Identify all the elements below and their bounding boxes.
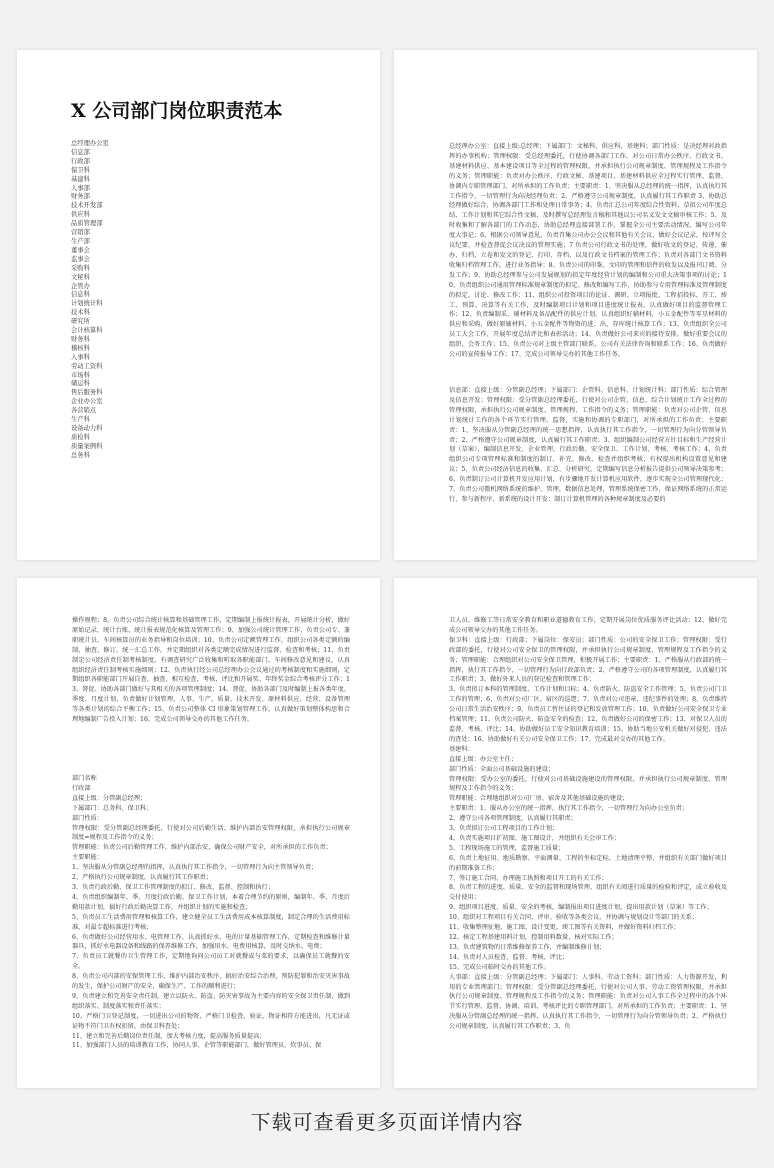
department-list-item: 劳动工资科 <box>71 362 103 370</box>
department-list <box>71 140 109 461</box>
department-list-item: 信息部 <box>71 148 90 156</box>
department-list-item: 各营销点 <box>71 407 97 415</box>
department-list-item: 技术科 <box>71 309 90 317</box>
office-duties-text: 总经理办公室：直接上级:总经理；下属部门：文秘科、供应科、基建科；部门性质：是决经理对政指挥的办事机构；管理权限：受总经理委托，行使协调各部门工作，对公司日常办公秩序、行政文书、基建材料供应、基本建设项目等全过程的管理权限，并承担执行公司规章制度、管理规程及工作指令的义务；管理职能：负责对办公秩序、行政文秘、基建项目、基建材料供应全过程实行管理、监督、协调内专职管理部门、对所承担的工作负责；主要职责：1、坚决服从总经理的统一指挥，认真执行其工作指令，一切管理行为向决经理负责；2、严格遵守公司规章制度，认真履行其工作职责 3、协助总经理做好综合、协调各部门工作和处理日常事务；4、负责汇总公司年度综合性资料，草拟公司年度总结、工作计划和其它综合性文稿，及时撰写总经理发言稿和其他以公司名义发文文稿审核工作；5、及时收集和了解各部门的工作动态，协助总经理直接部署工作，掌握全公司主要活动情况，编写公司年度大事记；6、根据公司领导意见，负责召集公司办公会议和其他有关会议，做好会议记录，按评写会议纪要，并检查督促会议决议的管理实施；7 负责公司行政文书的处理，做好收文的登记、传递、催办、归档，立卷和发文的登记、打印、存档，以及行政文书档案的管理工作；负责对各部门文书资料收集归档管理工作，进行业务指导；8、负责公司的印鉴、文印的管理和信件的收发以及报刊订阅、分发工作；9、协助总经理参与公司发展规划的拟定年度经营计划的编制和公司重大决策事项的讨论；10、负责组织公司通用管理标准规章制度的拟定、修改和编写工作，协助参与专用管理标准及管理制度的拟定、讨论、修改工作；11、组织公司投资项目的论证、调研、立项报批，工程招投标、开工、竣工、预算、决算等有关工作，及时编制项目计划和项目进度统计报表，认真做好项目的监督管理工作；12、负责编制采、辅材料及备品配件的供应计划，认真组织好辅材料，小五金配件等零星材料的供应和采购，做好原辅材料，小五金配件等物资的进、出、存库统计核算工作；13、负责组织全公司员工大会工作，开展年度总结评比和表彰活动；14、负责做好公司来宾的接待安排，做好重要会议的组织、会务工作；15、负责公司对上级主管部门联系，公司有关法律咨询和联系工作；16、负责做好公司的宣传报导工作；17、完成公司领导交办的其他工作任务。 <box>449 143 727 359</box>
department-list-item: 人事部 <box>71 184 90 192</box>
department-list-item: 研究所 <box>71 318 90 326</box>
document-page-3 <box>17 578 380 1088</box>
department-list-item: 市场科 <box>71 371 90 379</box>
department-list-item: 生产科 <box>71 416 90 424</box>
department-list-item: 质检科 <box>71 433 90 441</box>
department-list-item: 生产部 <box>71 237 90 245</box>
department-list-item: 行政部 <box>71 157 90 165</box>
department-list-item: 储运科 <box>71 380 90 388</box>
download-more-prompt[interactable]: 下载可查看更多页面详情内容 <box>250 1110 524 1134</box>
department-list-item: 财务部 <box>71 193 90 201</box>
department-list-item: 稽核科 <box>71 344 90 352</box>
department-list-item: 企管办 <box>71 282 90 290</box>
department-list-item: 售后服务科 <box>71 389 103 397</box>
department-list-item: 保卫科 <box>71 166 90 174</box>
department-list-item: 总经理办公室 <box>71 140 109 147</box>
department-list-item: 技术开发部 <box>71 202 103 210</box>
department-list-item: 人事科 <box>71 353 90 361</box>
department-list-item: 企业办公室 <box>71 398 103 406</box>
document-page-4 <box>394 578 757 1088</box>
document-page-2 <box>394 50 757 560</box>
department-list-item: 设备动力科 <box>71 425 103 432</box>
security-infra-hr-duties-text: 卫人员、维修工等日常安全教育和职业道德教育工作，定期开展岗位优质服务评比活动；12、做好完成公司领导交办的其他工作任务。 保卫科：直接上级：行政部；下属岗位：保安员；部门性质：公司的安全保卫工作；管理权限：受行政部的委托，行使对公司安全保卫的管理权限，并承担执行公司规章制度、管理规程及工作指令的义务；管理职能：合理组织对公司安全保卫管理，积极开展工作；主要职责：1、严格服从行政部的统一指挥，执行其工作指令，一切管理行为向行政部负责；2、严格遵守公司的各项管理制度，认真履行其工作职责；3、做好外来人员的登记检查和管理工作； 3、负责拟订本科的管理制度、工作计划和目标；4、负责防火、防盗安全工作管理；5、负责公司门卫工作的管理；6、负责对公司厂区、宿区的巡逻；7、负责对公司违章、违纪事件的处理；8、负责维持公司日常生活治安秩序；9、负责员工暂住证的登记和发放管理工作；10、负责做好公司安全保卫专业档案管理；11、负责公司防火、防盗安全的检查；12、负责做好公司的保密工作；13、对保卫人员的监督、考核、评比；14、协助做好员工安全知识教育培训；15、协助当地公安机关做好对侵犯、违法的查处；16、协助做好有关公司安全保卫工作；17、完成最对交办的其他工作。 基建科： 直接上级：办公室主任； 部门性质：全面公司基础设施的建设； 管理权限：受办公室的委托，行使对公司基础设施建设的管理权限，并承担执行公司规章制度、管理规程及工作指令的义务； 管理职能：合理地组织对公司厂房、宿舍及其他基础设施的建设； 主要职责：1、服从办公室的统一指挥，执行其工作指令，一切管理行为向办公室负责； 2、遵守公司各项管理制度，认真履行其职责； 3、负责拟订公司工程项目的工作计划； 4、负责实施项目扩初图、施工图设计，并组织有关会审工作； 5、工程现场施工的管理，监督施工质量； 6、负责土地征用、地质勘察、平面测量、工程的坐标定标、土地清理平整，并组织有关部门做好项目的前期准备工作； 7、签订施工合同，办理施工执照和项目开工的有关工作； 8、负责工程的进度、质量、安全的监督和现场管理，组织有关阅进行质量的检验和评定，成立验收及交付使用； 9、组织项目进度、质量、安全的考核，编制报出项目进度计划，提出用款计划（草案）等工作； 10、组织对工程项目有关合同、评审、验收等各类会议，并协调与规划设计等部门的关系； 11、收集整理征地、施工图、设计变更、竣工图等有关资料，并做好资料归档工作； 12、核定工程基建用料计划，控制用料数量，核对实际工作； 13、负责建筑物的日常维修保养工作，并编制维修计划； 14、负责对人员检查、监督、考核、评比； 15、完成公司临时交办的其他工作。 人事部：直接上级：分管副总经理；下属部门：人事科、劳动工资科；部门性质：人力资源开发，利用的专业管理部门；管理权限：受分管副总经理委托，行使对公司人事、劳动工资管理权限，并承担执行公司规章制度、管理规程及工作指令的义务；管理职能：负责对公司人事工作全过程中的各个环节实行管理、监督、协调、培训、考核评比的专职管理部门，对所承担的工作负责；主要职责：1、坚决服从分管副总经理的统一指挥，认真执行其工作指令，一切管理行为向分管领导负责；2、严格执行公司规章制度，认真履行其工作职责；3、负 <box>449 617 727 1031</box>
department-list-item: 质量案例科 <box>71 442 103 450</box>
info-dept-continued-text: 操作规程；8、负责公司综合统计核算和基础管理工作，定期编制上报统计报表，开展统计分析，做好原始记录，统计台账、统计报表规范化核算及管理工作；9、加强公司统计管理工作，负责公司专、兼职统计员、车间核算员的业务指导和岗位培训；10、负责公司定额管理工作，组织公司各类定额的编制、抽查、修订、统一汇总工作，并定期组织对各类定额完成情况进行监督、检查和考核；11、负责制定公司经济责任制考核制度，有调查研究广泛收集和听取各职能部门、车间修改意见和建议，认真组织经济责任制考核实施细则；12、负责执行经公司总经理办公会议通过的考核制度和实施细则，定期组织各职能部门开展自查、抽查、相互检查、考核，评比和开展奖、年终奖金综合考核评分工作；13、督促、协助各部门做好与其相关的各项管理制度；14、督促、协助各部门及时编制上报各类年度、季度、月度计划，负责做好计划管理、人事、生产、质量、技术开发、原材料供应、经营、设备管理等各类计划的综合平衡工作；15、负责公司整体 CI 形象策划管理工作，认真做好策划整体构思和合理地编制广告投入计划；16、完成公司领导交办的其他工作任务。 <box>72 617 350 724</box>
document-page-1 <box>17 50 380 560</box>
department-list-item: 总务科 <box>71 451 90 459</box>
admin-dept-duties-text: 部门名称 行政部 直接上级：分管副总经理； 下属部门：总务科、保卫科； 部门性质： 管理权限：受分管副总经理委托，行使对公司后勤生活、维护内部治安管理权限，承担执行公司规章制度=规程及工作指令的义务； 管理职能：负责公司后勤管理工作、维护内部治安，确保公司财产安全，对所承担的工作负责； 主要职能： 1、坚决服从分管副总经理的指挥，认真执行其工作指令，一切管理行为向主管领导负责； 2、严格执行公司规章制度，认真履行其工作职责； 3、负责行政后勤、保卫工作管理制度的拟订、修改、监督、控制和执行； 4、负责组织编制年、季、月度行政后勤、保卫工作计划，本着合理节约的原则，编制年、季、月度后勤用款计划，搞好行政后勤决算工作，并组织计划的实施和检查； 5、负责员工生活费用管理和核算工作，建立健全员工生活费用成本核算制度，制定合理的生活费用标准，对最专超标准进行考核； 6、负责做好公司经营用水、电管理工作，认真抓好水、电的计量基础管理工作，定期检查和维修计量器具，抓好水电器设备和线路的保养维修工作，加强用水、电费用核算，及时交纳水、电费； 7、负责员工就餐的卫生管理工作，定期地询问公司员工对就餐或与菜的要求，以确保员工就餐的安全。 8、负责公司内部的安保管理工作，维护内部治安秩序，搞好治安综合治理，预防犯罪和治安灾害事故的发生，保护公司财产的安全，确保生产、工作的顺利进行； 9、负责建立和完善安全责任制，建立以防火、防盗、防灾害事故为主要内容的安全保卫责任制，做到组织落实、制度落实和责任落实； 10、严格门卫登记制度，一切进出公司的物资、严格门卫检查、验证，物证相符方能进出，凡无证或证物不符门卫有权扣留，由保卫科查处； 11、建立和完善后勤岗位责任制，加大考核力度，提高服务质量提高； 11、加强部门人员的培训教育工作，协同人事、企管等职能部门，做好管理员、炊事员、保 <box>72 775 350 1050</box>
department-list-item: 品质管理部 <box>71 220 103 228</box>
document-title: X 公司部门岗位职责范本 <box>71 100 283 122</box>
department-list-item: 计划统计科 <box>71 300 103 308</box>
department-list-item: 采购科 <box>71 264 90 272</box>
department-list-item: 基建科 <box>71 175 90 183</box>
department-list-item: 财务科 <box>71 335 90 343</box>
info-dept-duties-text: 信息部：直接上级：分管副总经理；下属部门：企管科、信息科、计划统计科；部门性质：综合管理及信息开发；管理权限：受分管副总经理委托，行使对公司企管、信息、综合计划统计工作全过程的管理权限，承担执行公司规章制度、管理规程、工作指令的义务；管理职能：负责对公司企管、信息计划统计工作的各个环节实行管理、监督、实施和协调的专职部门，对所承担的工作负责；主要职责：1、坚决服从分管副总经理的统一思想指挥，认真执行其工作指令，一切管理行为向分管领导负责；2、严格遵守公司规章制度，认真履行其工作职责；3、组织编制公司经营方针目标和生产经营计划（草案），编制信息开发、企业管理、行政后勤、安全保卫、工作计划、考核、考核工作；4、负责组织公司专项管理标准和制度的制订、补充、修改、检查并组织考核；有权提出机构设置意见和建议；5、负责公司经济信息的收集、汇总、分析研究，定期编写信息分析报告提供公司领导决策参考；6、负责制订公司计算机开发应用计划，有步骤地开发计算机应用软件，逐步实现全公司管理现代化；7、负责公司微机网络系统的维护、管理，数据信息处理，管理系统保密工作，保证网络系统的正常运行，参与新程序、新系统的设计开发；制订计算机管理的各种规章制度及必要的 <box>449 387 727 503</box>
department-list-item: 营销部 <box>71 229 90 237</box>
department-list-item: 董事会 <box>71 246 90 254</box>
department-list-item: 信息科 <box>71 291 90 299</box>
department-list-item: 供应科 <box>71 211 90 219</box>
department-list-item: 文秘科 <box>71 273 90 281</box>
department-list-item: 监事会 <box>71 255 90 263</box>
department-list-item: 会计核算科 <box>71 327 103 335</box>
